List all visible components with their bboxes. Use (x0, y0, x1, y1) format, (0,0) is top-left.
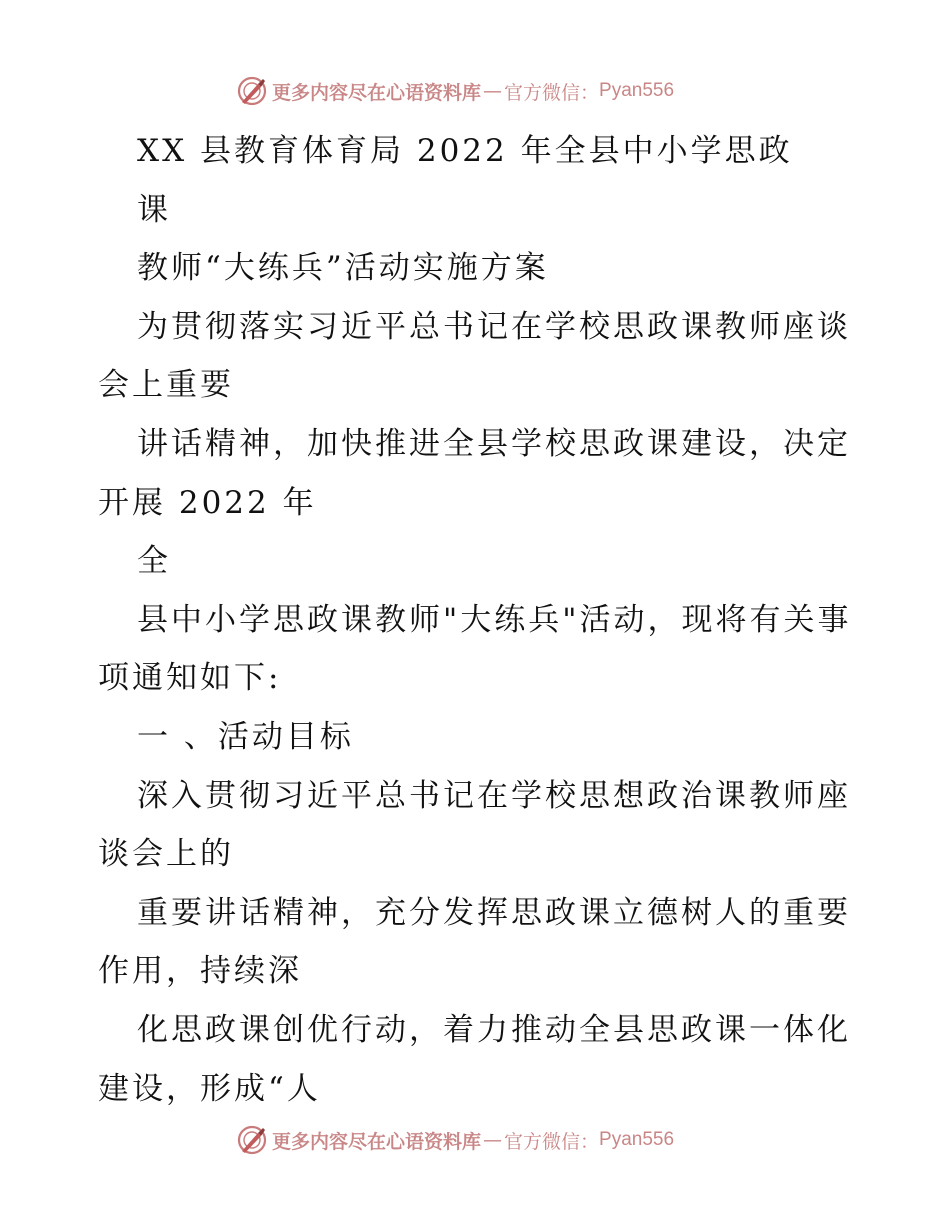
text-line: 谈会上的 (98, 836, 234, 873)
text-line: 建设，形成“人 (98, 1070, 321, 1107)
text-line: 县中小学思政课教师"大练兵"活动，现将有关事 (137, 601, 852, 638)
section-heading: 一 、活动目标 (137, 718, 354, 755)
text-line: 教师“大练兵”活动实施方案 (137, 250, 549, 287)
text-line: 为贯彻落实习近平总书记在学校思政课教师座谈 (137, 308, 851, 345)
footer-watermark (236, 1123, 674, 1157)
text-line: 项通知如下: (98, 660, 282, 697)
text-line: 重要讲话精神，充分发挥思政课立德树人的重要 (137, 894, 851, 931)
watermark-wechat-label: 官方微信： (504, 81, 600, 104)
watermark-separator: — (483, 1129, 503, 1151)
pen-seal-logo-icon (236, 75, 268, 107)
text-line: 讲话精神，加快推进全县学校思政课建设，决定 (137, 425, 851, 462)
text-line: 全 (137, 543, 171, 580)
pen-seal-logo-icon (236, 1124, 268, 1156)
text-line: 课 (137, 191, 171, 228)
watermark-text: 更多内容尽在心语资料库 (272, 1130, 482, 1153)
text-line: 会上重要 (98, 367, 234, 404)
watermark-separator: — (483, 80, 503, 102)
text-line: 开展 2022 年 (98, 484, 317, 521)
watermark-wechat-id: Pyan556 (599, 80, 675, 101)
text-line: 深入贯彻习近平总书记在学校思想政治课教师座 (137, 777, 851, 814)
document-body (98, 122, 858, 1118)
watermark-wechat-label: 官方微信： (504, 1130, 600, 1153)
watermark-text: 更多内容尽在心语资料库 (272, 81, 482, 104)
header-watermark (236, 74, 674, 108)
watermark-wechat-id: Pyan556 (599, 1129, 675, 1150)
text-line: 化思政课创优行动，着力推动全县思政课一体化 (137, 1011, 851, 1048)
text-line: XX 县教育体育局 2022 年全县中小学思政 (137, 133, 793, 169)
text-line: 作用，持续深 (98, 953, 302, 990)
